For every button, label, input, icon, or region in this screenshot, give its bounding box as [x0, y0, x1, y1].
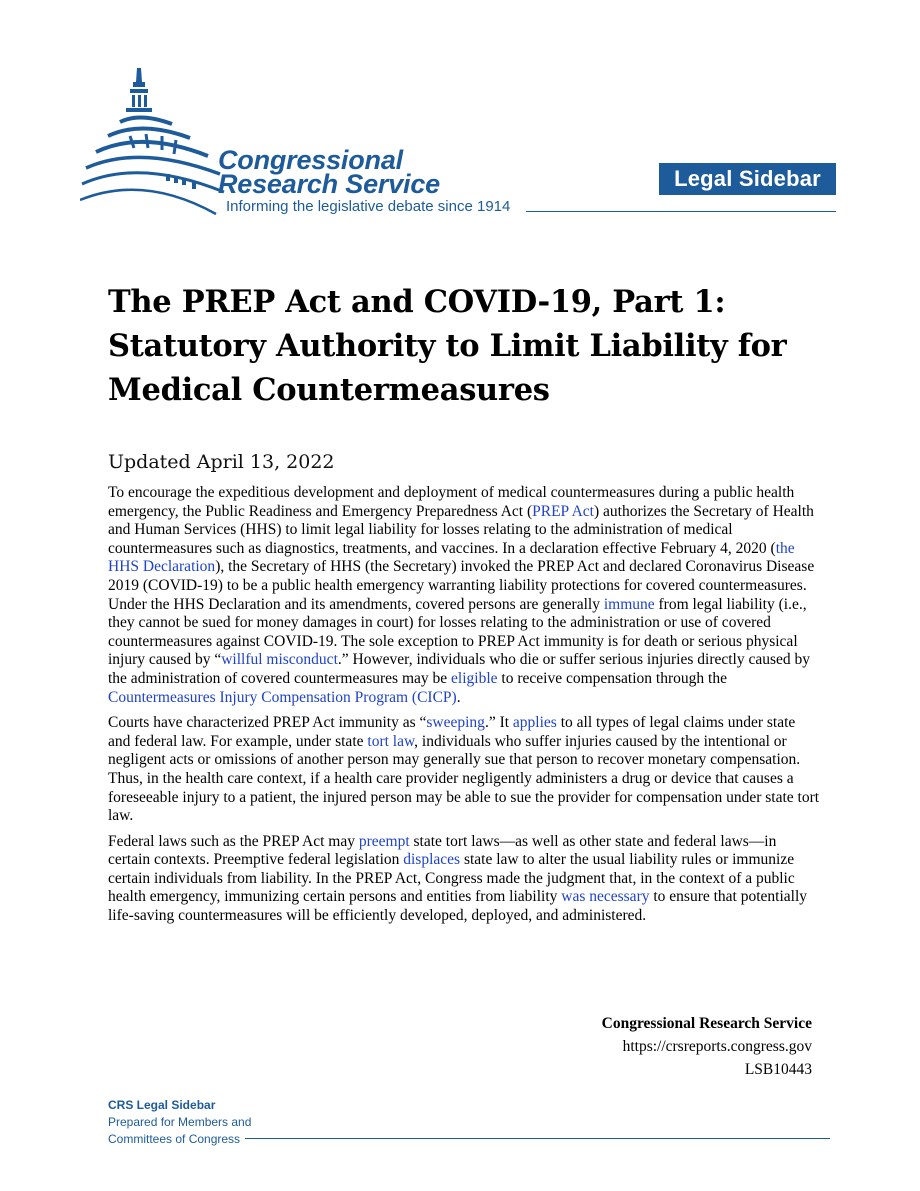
article-body	[108, 484, 820, 933]
updated-date: Updated April 13, 2022	[108, 451, 335, 473]
bottom-line1: Prepared for Members and	[108, 1115, 252, 1129]
text-run: ), the Secretary of HHS (the Secretary) invoked the PREP Act and declared Coronavirus Disease 2019 (COVID-19) to be a public health emergency warranting liability protections for covered countermeasures. Under the HHS Declaration and its amendments, covered persons are generally	[108, 558, 815, 613]
text-run: to receive compensation through the	[497, 669, 727, 687]
text-run: .” It	[484, 714, 513, 732]
inline-link[interactable]: sweeping	[426, 714, 485, 732]
text-run: .” However, individuals who die or suffer serious injuries directly caused by the administration of covered countermeasures may be	[108, 651, 811, 687]
inline-link[interactable]: the HHS Declaration	[108, 539, 795, 576]
text-run: To encourage the expeditious development and deployment of medical countermeasures during a public health emergency, the Public Readiness and Emergency Preparedness Act (	[108, 484, 795, 520]
inline-link[interactable]: preempt	[358, 832, 410, 850]
inline-link[interactable]: displaces	[403, 851, 461, 869]
org-name-line2: Research Service	[218, 169, 440, 199]
paragraph-1	[108, 484, 820, 707]
org-tagline: Informing the legislative debate since 1914	[226, 198, 511, 215]
text-run: , individuals who suffer injuries caused by the intentional or negligent acts or omissions of another person may generally sue that person to recover monetary compensation. Thus, in the health care context, if a health care provider negligently administers a drug or device that causes a foreseeable injury to a patient, the injured person may be able to sue the provider for compensation under state tort law.	[108, 732, 820, 825]
inline-link[interactable]: tort law	[367, 732, 415, 750]
inline-link[interactable]: PREP Act	[532, 502, 594, 520]
legal-sidebar-badge: Legal Sidebar	[659, 163, 836, 195]
text-run: to ensure that potentially life-saving countermeasures will be efficiently developed, deployed, and administered.	[108, 888, 808, 925]
bottom-title: CRS Legal Sidebar	[108, 1098, 216, 1112]
header-rule	[526, 211, 836, 212]
text-run: state law to alter the usual liability rules or immunize certain individuals from liability. In the PREP Act, Congress made the judgment that, in the context of a public health emergency, immunizing certain persons and entities from liability	[108, 851, 795, 906]
paragraph-2	[108, 714, 820, 826]
bottom-block	[108, 1097, 251, 1148]
footer-report-id: LSB10443	[744, 1061, 812, 1078]
bottom-rule	[245, 1138, 830, 1139]
inline-link[interactable]: eligible	[451, 669, 498, 687]
text-run: ) authorizes the Secretary of Health and Human Services (HHS) to limit legal liability for losses relating to the administration of medical countermeasures such as diagnostics, treatments, and vaccines. In a declaration effective February 4, 2020 (	[108, 502, 814, 557]
page-title: The PREP Act and COVID-19, Part 1: Statutory Authority to Limit Liability for Medical Countermeasures	[108, 284, 787, 408]
inline-link[interactable]: willful misconduct	[221, 651, 338, 669]
inline-link[interactable]: immune	[603, 595, 655, 613]
footer-org: Congressional Research Service	[601, 1015, 812, 1032]
inline-link[interactable]: was necessary	[561, 888, 650, 906]
text-run: to all types of legal claims under state and federal law. For example, under state	[108, 714, 796, 750]
org-name-line1: Congressional	[218, 145, 403, 175]
text-run: from legal liability (i.e., they cannot be sued for money damages in court) for losses relating to the administration or use of covered countermeasures against COVID-19. The sole exception to PREP Act immunity is for death or serious physical injury caused by “	[108, 595, 807, 669]
bottom-line2: Committees of Congress	[108, 1132, 241, 1146]
text-run: Federal laws such as the PREP Act may	[108, 832, 359, 850]
footer-block	[602, 1012, 812, 1081]
text-run: state tort laws—as well as other state and federal laws—in certain contexts. Preemptive federal legislation	[108, 832, 777, 869]
footer-url[interactable]: https://crsreports.congress.gov	[622, 1038, 812, 1055]
capitol-dome-icon	[80, 64, 230, 220]
text-run: .	[456, 688, 461, 706]
inline-link[interactable]: applies	[512, 714, 557, 732]
crs-logo	[80, 64, 540, 220]
inline-link[interactable]: Countermeasures Injury Compensation Program (CICP)	[108, 688, 457, 706]
paragraph-3	[108, 833, 820, 926]
text-run: Courts have characterized PREP Act immunity as “	[108, 714, 427, 732]
